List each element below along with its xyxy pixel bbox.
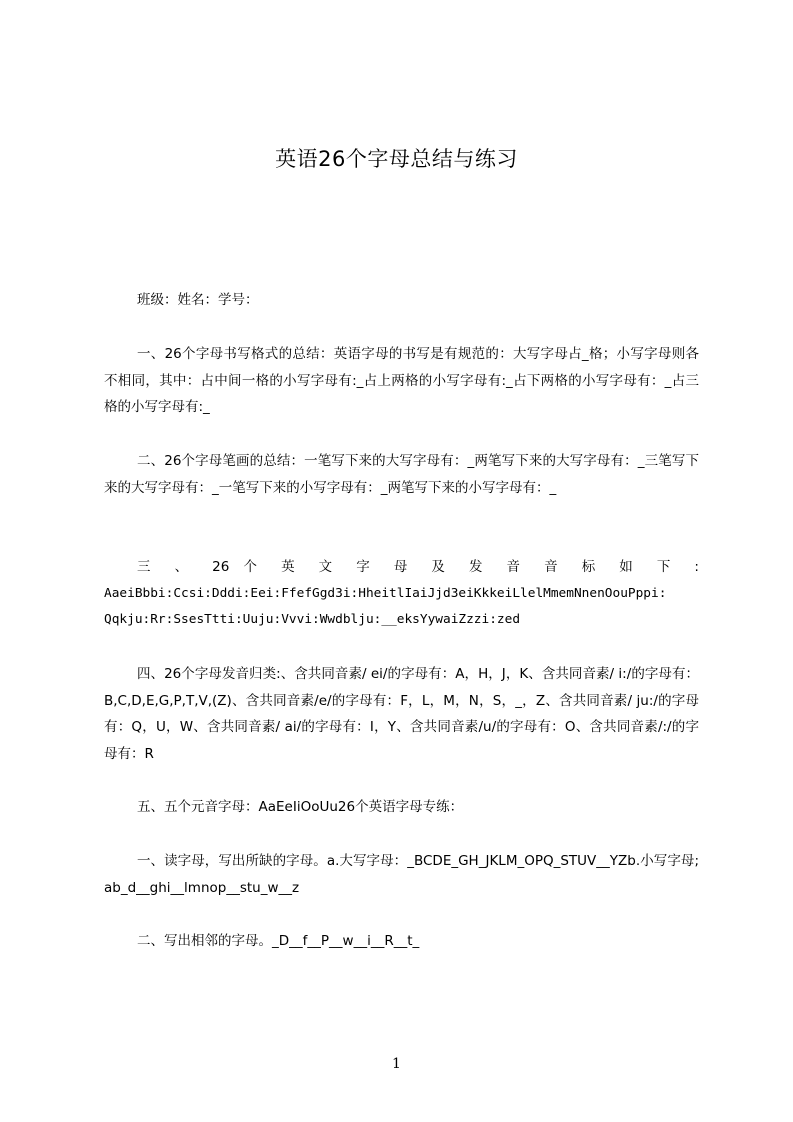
- section-3-heading: 三 、 26 个 英 文 字 母 及 发 音 音 标 如 下 :: [137, 559, 699, 575]
- exercise-1-paragraph: 一、读字母，写出所缺的字母。a.大写字母：_BCDE_GH_JKLM_OPQ_STUV__YZb.小写字母;ab_d__ghi__lmnop__stu_w__z: [104, 853, 699, 896]
- class-info-line: 班级：姓名：学号：: [137, 292, 259, 308]
- page-number: 1: [392, 1056, 401, 1072]
- section-4-paragraph: 四、26个字母发音归类:、含共同音素/ ei/的字母有：A，H，J，K、含共同音素/ i:/的字母有：B,C,D,E,G,P,T,V,(Z)、含共同音素/e/的字母有：F，L，M，N，S，_，Z、含共同音素/ ju:/的字母有：Q，U，W、含共同音素/ ai/的字母有：I，Y、含共同音素/u/的字母有：O、含共同音素/:/的字母有：R: [104, 666, 699, 762]
- section-2-paragraph: 二、26个字母笔画的总结：一笔写下来的大写字母有：_两笔写下来的大写字母有：_三笔写下来的大写字母有：_一笔写下来的小写字母有：_两笔写下来的小写字母有：_: [104, 453, 699, 496]
- document-title: 英语26个字母总结与练习: [275, 147, 518, 171]
- exercise-2-paragraph: 二、写出相邻的字母。_D__f__P__w__i__R__t_: [137, 933, 420, 949]
- section-5-paragraph: 五、五个元音字母：AaEeIiOoUu26个英语字母专练：: [137, 799, 464, 815]
- section-3-alphabet-line-2: Qqkju:Rr:SsesTtti:Uuju:Vvvi:Wwdblju:__eksYywaiZzzi:zed: [104, 612, 521, 627]
- section-1-paragraph: 一、26个字母书写格式的总结：英语字母的书写是有规范的：大写字母占_格；小写字母则各不相同，其中：占中间一格的小写字母有:_占上两格的小写字母有:_占下两格的小写字母有：_占三格的小写字母有:_: [104, 346, 699, 416]
- section-3-alphabet-line-1: AaeiBbbi:Ccsi:Dddi:Eei:FfefGgd3i:HheitlIaiJjd3eiKkkeiLlelMmemNnenOouPppi:: [104, 586, 667, 601]
